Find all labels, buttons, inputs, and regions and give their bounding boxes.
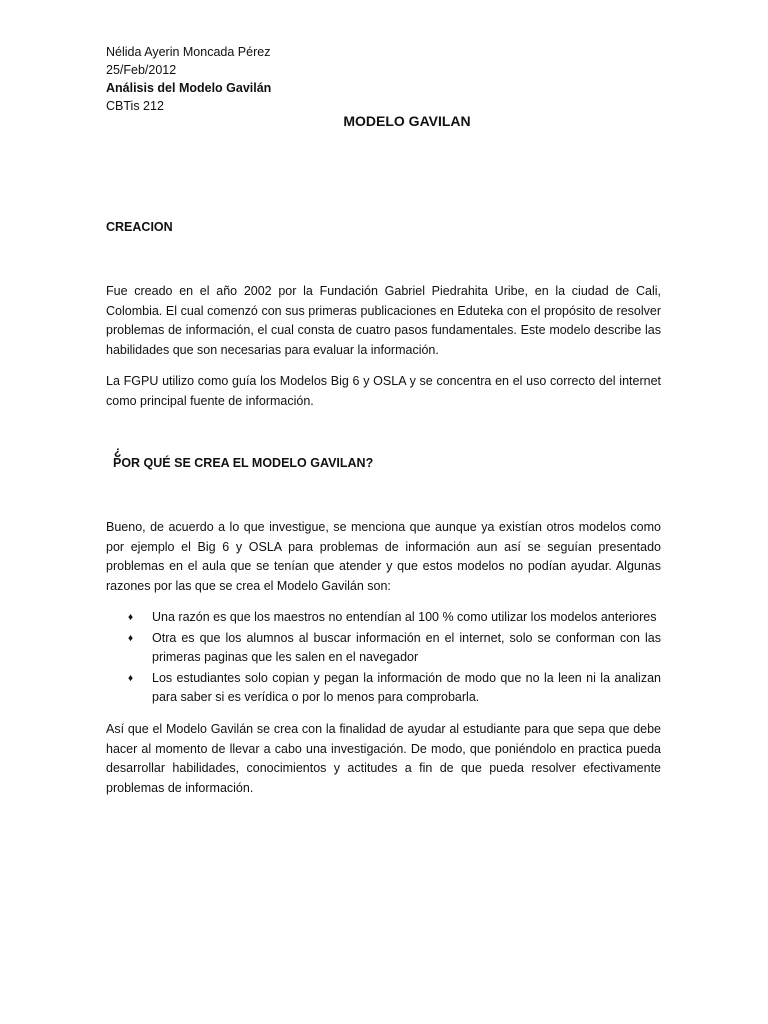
section-heading-creation: CREACION (106, 220, 173, 234)
diamond-bullet-icon: ♦ (128, 632, 134, 644)
document-title: MODELO GAVILAN (343, 113, 471, 129)
document-header (106, 43, 506, 115)
why-paragraph-1: Bueno, de acuerdo a lo que investigue, se menciona que aunque ya existían otros modelos como por ejemplo el Big 6 y OSLA para problemas de información aun así se seguían presentado problemas en el aula que se tenían que atender y que estos modelos no podían ayudar. Algunas razones por las que se crea el Modelo Gavilán son: (106, 520, 661, 593)
list-item-text: Una razón es que los maestros no entendían al 100 % como utilizar los modelos anteriores (152, 610, 657, 624)
document-subject: Análisis del Modelo Gavilán (106, 81, 272, 95)
list-item (106, 669, 661, 708)
inverted-question-mark: ¿ (114, 444, 122, 458)
why-paragraph-2: Así que el Modelo Gavilán se crea con la finalidad de ayudar al estudiante para que sepa que debe hacer al momento de llevar a cabo una investigación. De modo, que poniéndolo en practica pueda desarrollar habilidades, conocimientos y actitudes a fin de que pueda resolver efectivamente problemas de información. (106, 722, 661, 795)
school-name: CBTis 212 (106, 99, 164, 113)
reasons-list (106, 608, 661, 709)
list-item-text: Otra es que los alumnos al buscar información en el internet, solo se conforman con las primeras paginas que les salen en el navegador (152, 630, 661, 664)
list-item-text: Los estudiantes solo copian y pegan la información de modo que no la leen ni la analizan para saber si es verídica o por lo menos para comprobarla. (152, 670, 661, 704)
document-date: 25/Feb/2012 (106, 63, 177, 77)
list-item (106, 608, 661, 628)
creation-paragraph-2: La FGPU utilizo como guía los Modelos Big 6 y OSLA y se concentra en el uso correcto del internet como principal fuente de información. (106, 374, 661, 408)
diamond-bullet-icon: ♦ (128, 612, 134, 623)
diamond-bullet-icon: ♦ (128, 672, 134, 684)
creation-paragraph-1: Fue creado en el año 2002 por la Fundación Gabriel Piedrahita Uribe, en la ciudad de Cali, Colombia. El cual comenzó con sus primeras publicaciones en Eduteka con el propósito de resolver problemas de información, el cual consta de cuatro pasos fundamentales. Este modelo describe las habilidades que son necesarias para evaluar la información. (106, 284, 661, 357)
section-heading-why: POR QUÉ SE CREA EL MODELO GAVILAN? (113, 456, 374, 470)
author-name: Nélida Ayerin Moncada Pérez (106, 45, 271, 59)
list-item (106, 629, 661, 668)
